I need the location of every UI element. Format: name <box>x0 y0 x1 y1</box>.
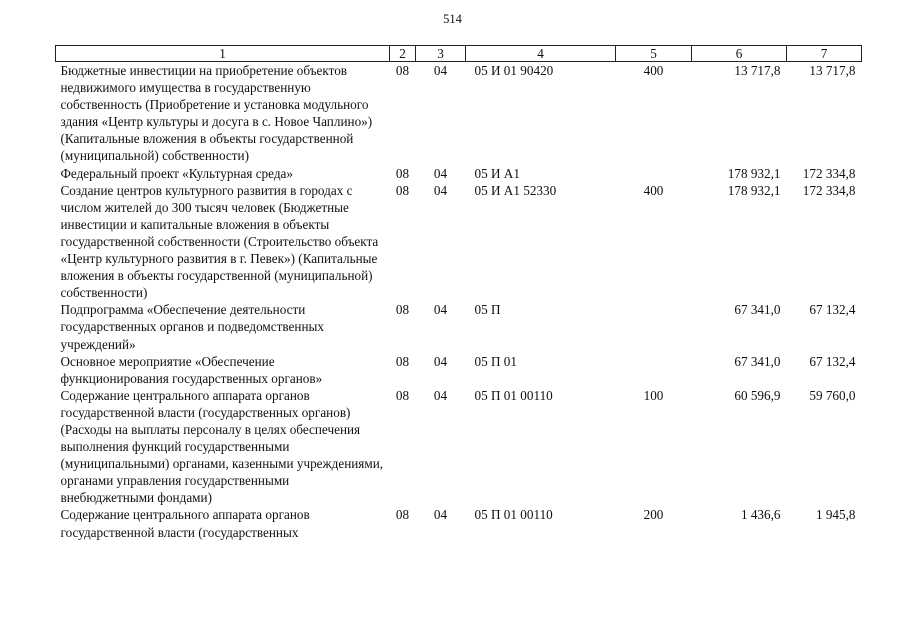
table-row <box>56 301 862 352</box>
row-section: 08 <box>395 165 410 181</box>
row-subsection: 04 <box>433 63 448 78</box>
page-number: 514 <box>443 12 462 26</box>
row-section: 08 <box>395 387 410 403</box>
budget-table <box>55 45 862 541</box>
row-sum-col7: 172 334,8 <box>802 165 856 181</box>
row-sum-col7: 67 132,4 <box>809 353 856 369</box>
row-target-code: 05 П 01 00110 <box>474 507 553 523</box>
row-sum-col6: 13 717,8 <box>734 63 781 78</box>
row-sum-col6: 178 932,1 <box>727 182 781 198</box>
column-header-6: 6 <box>692 46 787 62</box>
row-target-code: 05 П <box>474 302 501 318</box>
row-name: Бюджетные инвестиции на приобретение объектов недвижимого имущества в государственную собственность (Приобретение и установка модульного здания «Центр культуры и досуга в с. Новое Чаплино») (Капитальные вложения в объекты государственной (муниципальной) собственности) <box>60 63 373 164</box>
row-expense-type: 100 <box>643 387 664 403</box>
row-name: Создание центров культурного развития в городах с числом жителей до 300 тысяч человек (Бюджетные инвестиции и капитальные вложения в объекты государственной собственности (Строительство объекта «Центр культурного развития в г. Певек») (Капитальные вложения в объекты государственной (муниципальной) собственности) <box>60 182 379 301</box>
row-target-code: 05 П 01 00110 <box>474 387 553 403</box>
row-name: Подпрограмма «Обеспечение деятельности государственных органов и подведомственных учреждений» <box>60 302 324 352</box>
row-sum-col7: 59 760,0 <box>809 387 856 403</box>
row-expense-type: 400 <box>643 182 664 198</box>
row-expense-type <box>616 301 692 352</box>
row-expense-type: 200 <box>643 507 664 523</box>
table-row <box>56 165 862 182</box>
row-name: Содержание центрального аппарата органов государственной власти (государственных органов) (Расходы на выплаты персоналу в целях обеспечения выполнения функций государственными (муниципальными) органами, казенными учреждениями, органами управления государственными внебюджетными фондами) <box>60 387 384 506</box>
row-sum-col6: 60 596,9 <box>734 387 781 403</box>
column-header-1: 1 <box>56 46 390 62</box>
table-header-row <box>56 46 862 62</box>
row-subsection: 04 <box>433 353 448 369</box>
table-row <box>56 387 862 507</box>
row-expense-type <box>616 165 692 182</box>
row-subsection: 04 <box>433 302 448 318</box>
row-expense-type <box>616 353 692 387</box>
row-subsection: 04 <box>433 165 448 181</box>
row-sum-col7: 13 717,8 <box>809 63 856 78</box>
column-header-5: 5 <box>616 46 692 62</box>
column-header-2: 2 <box>390 46 416 62</box>
row-sum-col6: 67 341,0 <box>734 302 781 318</box>
row-subsection: 04 <box>433 387 448 403</box>
row-name: Основное мероприятие «Обеспечение функционирования государственных органов» <box>60 353 323 386</box>
row-expense-type: 400 <box>643 63 664 78</box>
row-section: 08 <box>395 507 410 523</box>
row-name: Содержание центрального аппарата органов государственной власти (государственных <box>60 507 310 540</box>
row-subsection: 04 <box>433 182 448 198</box>
column-header-4: 4 <box>466 46 616 62</box>
row-section: 08 <box>395 182 410 198</box>
row-sum-col6: 178 932,1 <box>727 165 781 181</box>
column-header-3: 3 <box>416 46 466 62</box>
row-sum-col7: 67 132,4 <box>809 302 856 318</box>
row-name: Федеральный проект «Культурная среда» <box>60 165 293 181</box>
row-sum-col7: 172 334,8 <box>802 182 856 198</box>
row-target-code: 05 И 01 90420 <box>474 63 554 78</box>
row-target-code: 05 И А1 52330 <box>474 182 557 198</box>
table-row <box>56 353 862 387</box>
column-header-7: 7 <box>787 46 862 62</box>
row-section: 08 <box>395 353 410 369</box>
row-sum-col7: 1 945,8 <box>815 507 856 523</box>
row-subsection: 04 <box>433 507 448 523</box>
row-sum-col6: 1 436,6 <box>740 507 781 523</box>
table-row <box>56 62 862 165</box>
row-section: 08 <box>395 63 410 78</box>
row-section: 08 <box>395 302 410 318</box>
row-sum-col6: 67 341,0 <box>734 353 781 369</box>
row-target-code: 05 И А1 <box>474 165 520 181</box>
table-row <box>56 182 862 302</box>
row-target-code: 05 П 01 <box>474 353 517 369</box>
table-row <box>56 506 862 540</box>
